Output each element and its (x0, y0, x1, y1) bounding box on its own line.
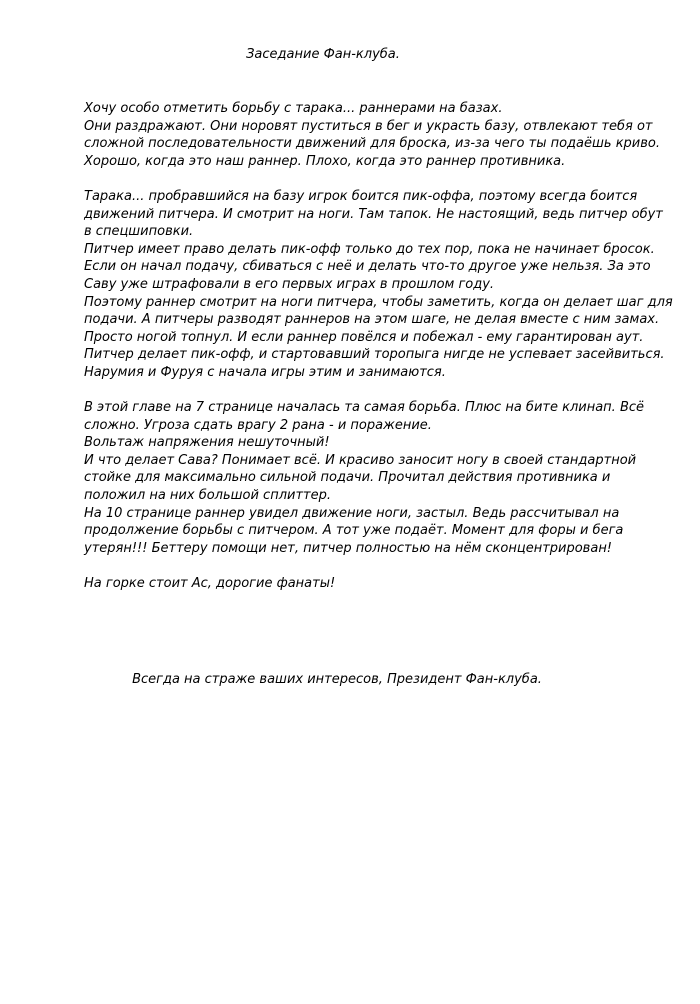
document-title: Заседание Фан-клуба. (246, 47, 400, 62)
paragraph-gap (84, 170, 644, 188)
document-body (84, 100, 673, 593)
text-line: Тарака... пробравшийся на базу игрок боится пик-оффа, поэтому всегда боится (84, 188, 638, 204)
text-line: Нарумия и Фуруя с начала игры этим и занимаются. (84, 364, 446, 380)
text-line: В этой главе на 7 странице началась та самая борьба. Плюс на бите клинап. Всё (84, 400, 645, 416)
signature: Всегда на страже ваших интересов, Президент Фан-клуба. (132, 672, 542, 687)
text-line: Просто ногой топнул. И если раннер повёлся и побежал - ему гарантирован аут. (84, 329, 644, 345)
text-line: сложной последовательности движений для броска, из-за чего ты подаёшь криво. (84, 136, 660, 152)
text-line: Если он начал подачу, сбиваться с неё и делать что-то другое уже нельзя. За это (84, 259, 651, 275)
text-line: положил на них большой сплиттер. (84, 488, 331, 504)
text-line: Они раздражают. Они норовят пуститься в бег и украсть базу, отвлекают тебя от (84, 118, 653, 134)
paragraph (84, 399, 644, 557)
text-line: утерян!!! Беттеру помощи нет, питчер полностью на нём сконцентрирован! (84, 540, 613, 556)
text-line: сложно. Угроза сдать врагу 2 рана - и поражение. (84, 417, 432, 433)
paragraph (84, 100, 660, 170)
text-line: в спецшиповки. (84, 224, 194, 240)
text-line: На 10 странице раннер увидел движение ноги, застыл. Ведь рассчитывал на (84, 505, 620, 521)
text-line: стойке для максимально сильной подачи. Прочитал действия противника и (84, 470, 611, 486)
paragraph-gap (84, 382, 644, 400)
text-line: Хочу особо отметить борьбу с тарака... раннерами на базах. (84, 101, 503, 116)
text-line: Саву уже штрафовали в его первых играх в прошлом году. (84, 276, 495, 292)
text-line: И что делает Сава? Понимает всё. И красиво заносит ногу в своей стандартной (84, 452, 637, 468)
text-line: Хорошо, когда это наш раннер. Плохо, когда это раннер противника. (84, 153, 566, 169)
paragraph (84, 188, 673, 382)
text-line: На горке стоит Ас, дорогие фанаты! (84, 576, 336, 592)
paragraph-gap (84, 557, 644, 575)
text-line: Питчер делает пик-офф, и стартовавший торопыга нигде не успевает засейвиться. (84, 347, 665, 363)
paragraph (84, 575, 644, 593)
text-line: продолжение борьбы с питчером. А тот уже подаёт. Момент для форы и бега (84, 523, 624, 539)
text-line: Поэтому раннер смотрит на ноги питчера, чтобы заметить, когда он делает шаг для (84, 294, 673, 310)
text-line: Питчер имеет право делать пик-офф только до тех пор, пока не начинает бросок. (84, 241, 655, 257)
text-line: подачи. А питчеры разводят раннеров на этом шаге, не делая вместе с ним замах. (84, 312, 660, 328)
text-line: Вольтаж напряжения нешуточный! (84, 435, 330, 451)
text-line: движений питчера. И смотрит на ноги. Там тапок. Не настоящий, ведь питчер обут (84, 206, 663, 222)
